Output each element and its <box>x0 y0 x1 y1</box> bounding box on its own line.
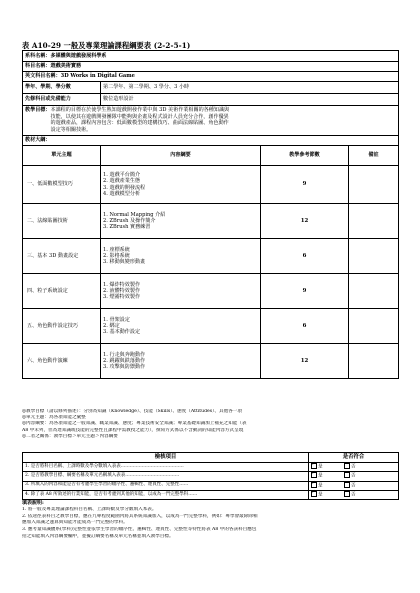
unit-content <box>101 274 261 309</box>
checklist-header-item: 檢核項目 <box>23 453 309 463</box>
content-item: 3. 移動與變形動畫 <box>103 259 146 266</box>
content-item: 3. ZBrush 實務練習 <box>103 224 151 231</box>
content-item: 3. 攻擊與防禦動作 <box>103 364 146 371</box>
checklist-header-row <box>23 453 399 463</box>
unit-content <box>101 239 261 274</box>
year-label: 學年、學期、學分數 <box>23 82 101 94</box>
unit-content <box>101 166 261 204</box>
unit-content <box>101 344 261 379</box>
no-checkbox[interactable] <box>344 482 350 488</box>
checklist-item: 2. 是否將教學目標、綱要名稱及單元名稱填入表表……………………………… <box>23 472 309 481</box>
unit-remark <box>349 204 399 239</box>
objective-label: 教學目標： <box>25 107 51 113</box>
outline-header-row <box>23 146 399 166</box>
checklist-result <box>309 463 399 472</box>
checklist-table <box>22 452 399 500</box>
checklist-item: 3. 所填入的內容和能是否有考慮學生學習的順序性、邏輯性、連貫性、完整性…… <box>23 481 309 490</box>
unit-title: 一、低面數模型技巧 <box>23 166 101 204</box>
yes-checkbox[interactable] <box>311 491 317 497</box>
unit-remark <box>349 344 399 379</box>
document-title: 表 A10-29 一般及專業理論課程綱要表 (2-2-5-1) <box>22 41 191 50</box>
objective-cell <box>23 106 399 136</box>
fill-instructions <box>22 500 398 541</box>
content-item: 1. 座標系統 <box>103 246 130 253</box>
no-checkbox[interactable] <box>344 472 350 478</box>
content-item: 2. 遊戲產業生態 <box>103 178 141 185</box>
yes-label: 是 <box>318 492 323 498</box>
content-item: 4. 遊戲模型分析 <box>103 190 141 197</box>
content-item: 3. 煙霧特效製作 <box>103 294 141 301</box>
unit-hours: 6 <box>261 239 349 274</box>
checklist-row <box>23 472 399 481</box>
content-item: 3. 基本動作設定 <box>103 329 141 336</box>
fill-title: 填表說明: <box>22 500 44 506</box>
outline-row <box>23 136 399 146</box>
no-label: 否 <box>350 473 356 479</box>
header-hours: 教學參考節數 <box>261 146 349 166</box>
yes-checkbox[interactable] <box>311 482 317 488</box>
checklist-item: 1. 是否將科目名稱、上課時數及學分數填入表表…………………………………… <box>23 463 309 472</box>
fill-line: 3. 應考量知識體系(學科)完整性並依學生學習的順序性、邏輯性、連貫性、完整性等特性將表 A8 中的各該科目應包 <box>22 527 257 533</box>
no-label: 否 <box>350 492 356 498</box>
content-item: 2. ZBrush 及操作簡介 <box>103 217 156 224</box>
yes-checkbox[interactable] <box>311 472 317 478</box>
content-item: 2. 跳躍與跌落動作 <box>103 357 146 364</box>
checklist-item: 4. 除了表 A8 所敘述的行業知能，是否有考慮到其他的知能，以成為一門完整學科…… <box>23 490 309 499</box>
unit-row <box>23 204 399 239</box>
unit-hours: 12 <box>261 344 349 379</box>
unit-content <box>101 204 261 239</box>
unit-row <box>23 274 399 309</box>
objective-line: 本課程的目標在於使學生熟知遊戲開發作業中與 3D 美術作業相關的各種知識與 <box>50 107 230 113</box>
no-label: 否 <box>350 483 356 489</box>
year-value: 第二學年、第二學期、3 學分、3 小時 <box>101 82 399 94</box>
header-unit: 單元主題 <box>23 146 101 166</box>
unit-title: 六、角色動作演練 <box>23 344 101 379</box>
header-content: 內容綱要 <box>101 146 261 166</box>
content-item: 1. 遊戲平台簡介 <box>103 171 141 178</box>
header-remark: 備註 <box>349 146 399 166</box>
note-line: ◎內容綱要：為各項知能之一般知識、職業知識、態度；專業技術安全知識；專業基礎知識加上補充之知能（表 <box>22 421 247 427</box>
table-notes <box>22 409 398 440</box>
prereq-label: 先修科目或先備能力 <box>23 94 101 106</box>
note-line: ◎單元主題：為各項知能之彙整 <box>22 415 86 421</box>
course-label: 科目名稱：遊戲美術實務 <box>23 62 399 72</box>
unit-remark <box>349 309 399 344</box>
content-item: 2. 綁定 <box>103 322 120 329</box>
year-row <box>23 82 399 94</box>
checklist-header-result: 是否符合 <box>309 453 399 463</box>
content-item: 3. 遊戲的開發流程 <box>103 184 146 191</box>
objective-line: 技能，以使其在遊戲開發團隊中能夠與企畫及程式設計人員充分合作，創作優異 <box>50 113 229 120</box>
unit-row <box>23 239 399 274</box>
outline-label: 教材大綱： <box>23 136 399 146</box>
course-en-row <box>23 72 399 82</box>
unit-hours: 6 <box>261 309 349 344</box>
checklist-result <box>309 481 399 490</box>
unit-hours: 9 <box>261 166 349 204</box>
note-line: A8 中未列，但為達知識或技能的完整性且課程中需教授之能力），撰寫方式係以不含動詞的知能內容方式呈現 <box>22 427 244 433</box>
objective-line: 設定等相關技術。 <box>50 126 92 133</box>
fill-line: 括之知能填入內容綱要欄中，並擬訂綱要名稱及單元名稱並填入教學目標。 <box>22 533 174 539</box>
fill-line: 1. 將一般及專業理論課程科目名稱、上課時數及學分數填入本表。 <box>22 506 157 512</box>
checklist-row <box>23 463 399 472</box>
content-item: 2. 影格系統 <box>103 252 130 259</box>
no-checkbox[interactable] <box>344 463 350 469</box>
note-line: ◎二者之關係：教學目標＞單元主題＞內容綱要 <box>22 433 118 439</box>
content-item: 2. 液體特效製作 <box>103 287 141 294</box>
prereq-row <box>23 94 399 106</box>
checklist-result <box>309 472 399 481</box>
fill-line: 2. 依途徑表科目之教學目標，應在九專程度範圍內將其系統知識加入，以成為一門完整學科，例如：專學會最除除相 <box>22 513 258 519</box>
course-row <box>23 62 399 72</box>
yes-label: 是 <box>318 473 323 479</box>
dept-row <box>23 51 399 62</box>
unit-remark <box>349 274 399 309</box>
unit-row <box>23 166 399 204</box>
fill-line: 應加入知識之運算與知能才能成為一門完整的學科。 <box>22 520 128 526</box>
unit-remark <box>349 166 399 204</box>
unit-title: 三、基本 3D 動畫設定 <box>23 239 101 274</box>
content-item: 1. 爆炸特效製作 <box>103 281 141 288</box>
unit-remark <box>349 239 399 274</box>
dept-label: 系科名稱：多媒體與遊戲發展科學系 <box>23 51 399 62</box>
yes-label: 是 <box>318 464 323 470</box>
syllabus-table <box>22 50 399 379</box>
unit-title: 四、粒子系統設定 <box>23 274 101 309</box>
unit-title: 二、法線貼圖技術 <box>23 204 101 239</box>
objective-line: 的遊戲產品，課程內容包含：低面數模型的建構技巧、曲面法線貼圖、角色動作 <box>50 120 229 127</box>
unit-content <box>101 309 261 344</box>
note-line: ◎教學目標（請以條列描述）：分別為知識（Knowledge）、技能（Skills）、態度（Attitudes）、其他各一項 <box>22 409 242 414</box>
unit-title: 五、角色動作設定技巧 <box>23 309 101 344</box>
course-en-label: 英文科目名稱：3D Works in Digital Game <box>23 72 399 82</box>
unit-hours: 9 <box>261 274 349 309</box>
no-label: 否 <box>350 464 356 470</box>
no-checkbox[interactable] <box>344 491 350 497</box>
content-item: 1. 骨架設定 <box>103 316 130 323</box>
content-item: 1. Normal Mapping 介紹 <box>103 211 166 218</box>
yes-label: 是 <box>318 483 323 489</box>
objective-row <box>23 106 399 136</box>
yes-checkbox[interactable] <box>311 463 317 469</box>
checklist-row <box>23 481 399 490</box>
content-item: 1. 行走與奔跑動作 <box>103 351 146 358</box>
unit-row <box>23 309 399 344</box>
prereq-value: 數位造形設計 <box>101 94 399 106</box>
unit-row <box>23 344 399 379</box>
unit-hours: 12 <box>261 204 349 239</box>
checklist-row <box>23 490 399 499</box>
checklist-result <box>309 490 399 499</box>
